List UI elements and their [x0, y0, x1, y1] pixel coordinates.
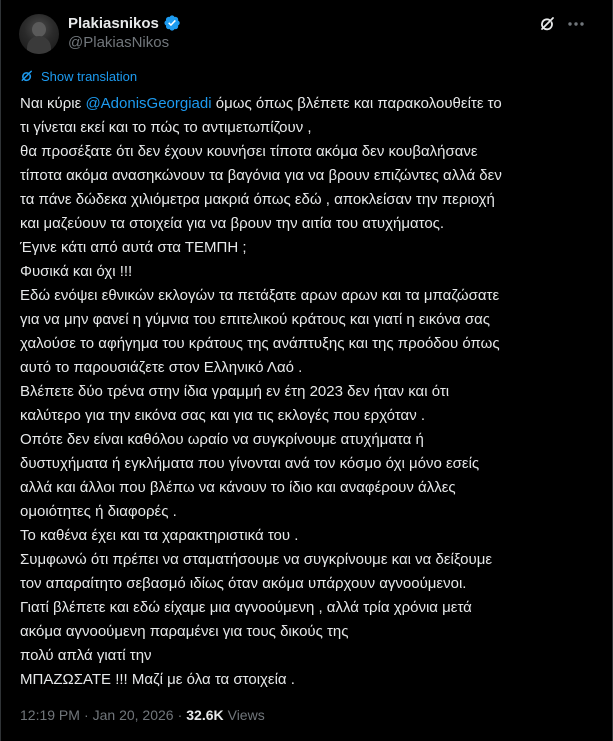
- more-dots-icon: [566, 14, 586, 34]
- tweet-line: [20, 92, 595, 116]
- tweet-line: Φυσικά και όχι !!!: [20, 263, 133, 280]
- tweet-metadata: [20, 707, 265, 723]
- tweet-line: και μαζεύουν τα στοιχεία για να βρουν την αιτία του ατυχήματος.: [20, 215, 445, 232]
- tweet-line-text: Ναι κύριε: [20, 95, 86, 112]
- tweet-line: θα προσέξατε ότι δεν έχουν κουνήσει τίποτα ακόμα δεν κουβαλήσανε: [20, 143, 478, 160]
- tweet-line: Εδώ ενόψει εθνικών εκλογών τα πετάξατε αρων αρων και τα μπαζώσατε: [20, 287, 500, 304]
- author-display-name[interactable]: Plakiasnikos: [68, 14, 159, 32]
- tweet-line: αλλά και άλλοι που βλέπω να κάνουν το ίδιο και αναφέρουν άλλες: [20, 479, 456, 496]
- tweet-line: ΜΠΑΖΩΣΑΤΕ !!! Μαζί με όλα τα στοιχεία .: [20, 671, 295, 688]
- tweet-line: καλύτερο για την εικόνα σας και για τις εκλογές που ερχόταν .: [20, 407, 426, 424]
- tweet-line: τα πάνε δώδεκα χιλιόμετρα μακριά όπως εδώ , αποκλείσαν την περιοχή: [20, 191, 495, 208]
- show-translation-label: Show translation: [41, 69, 138, 84]
- meta-separator: ·: [177, 707, 183, 723]
- show-translation-link[interactable]: [20, 69, 137, 84]
- tweet-line: για να μην φανεί η γύμνια του επιτελικού κράτους και γιατί η εικόνα σας: [20, 311, 491, 328]
- tweet-line: χαλούσε το αφήγημα του κράτους της ανάπτυξης και της προόδου όπως: [20, 335, 500, 352]
- tweet-line: Οπότε δεν είναι καθόλου ωραίο να συγκρίνουμε ατυχήματα ή: [20, 431, 424, 448]
- tweet-date[interactable]: Jan 20, 2026: [92, 707, 174, 723]
- tweet-time[interactable]: 12:19 PM: [20, 707, 80, 723]
- tweet-line: δυστυχήματα ή εγκλήματα που γίνονται ανά τον κόσμο όχι μόνο εσείς: [20, 455, 480, 472]
- tweet-line: ακόμα αγνοούμενη παραμένει για τους δικούς της: [20, 623, 349, 640]
- views-label: Views: [227, 707, 265, 723]
- tweet-line: τίποτα ακόμα ανασηκώνουν τα βαγόνια για να βρουν επιζώντες αλλά δεν: [20, 167, 502, 184]
- translate-icon: [20, 69, 35, 84]
- tweet-line: Συμφωνώ ότι πρέπει να σταματήσουμε να συγκρίνουμε και να δείξουμε: [20, 551, 493, 568]
- tweet-line-text: όμως όπως βλέπετε και παρακολουθείτε το: [211, 95, 502, 112]
- tweet-line: Το καθένα έχει και τα χαρακτηριστικά του .: [20, 527, 299, 544]
- tweet-line: Γιατί βλέπετε και εδώ είχαμε μια αγνοούμενη , αλλά τρία χρόνια μετά: [20, 599, 472, 616]
- views-count[interactable]: 32.6K: [186, 707, 224, 723]
- verified-badge-icon: [163, 14, 181, 32]
- tweet-line: αυτό το παρουσιάζετε στον Ελληνικό Λαό .: [20, 359, 303, 376]
- tweet-line: τον απαραίτητο σεβασμό ιδίως όταν ακόμα υπάρχουν αγνοούμενοι.: [20, 575, 467, 592]
- tweet-line: Βλέπετε δύο τρένα στην ίδια γραμμή εν έτη 2023 δεν ήταν και ότι: [20, 383, 450, 400]
- author-name-row: [68, 14, 181, 32]
- tweet-line: τι γίνεται εκεί και το πώς το αντιμετωπίζουν ,: [20, 119, 312, 136]
- left-border: [0, 0, 1, 741]
- author-handle[interactable]: @PlakiasNikos: [68, 34, 170, 51]
- tweet-line: Έγινε κάτι από αυτά στα ΤΕΜΠΗ ;: [20, 239, 247, 256]
- grok-button[interactable]: [537, 13, 559, 35]
- avatar[interactable]: [19, 14, 59, 54]
- tweet-line: πολύ απλά γιατί την: [20, 647, 152, 664]
- mention-link[interactable]: @AdonisGeorgiadi: [85, 95, 212, 112]
- meta-separator: ·: [83, 707, 89, 723]
- more-options-button[interactable]: [565, 13, 587, 35]
- tweet-line: ομοιότητες ή διαφορές .: [20, 503, 177, 520]
- tweet-text: [20, 92, 595, 692]
- grok-icon: [538, 14, 558, 34]
